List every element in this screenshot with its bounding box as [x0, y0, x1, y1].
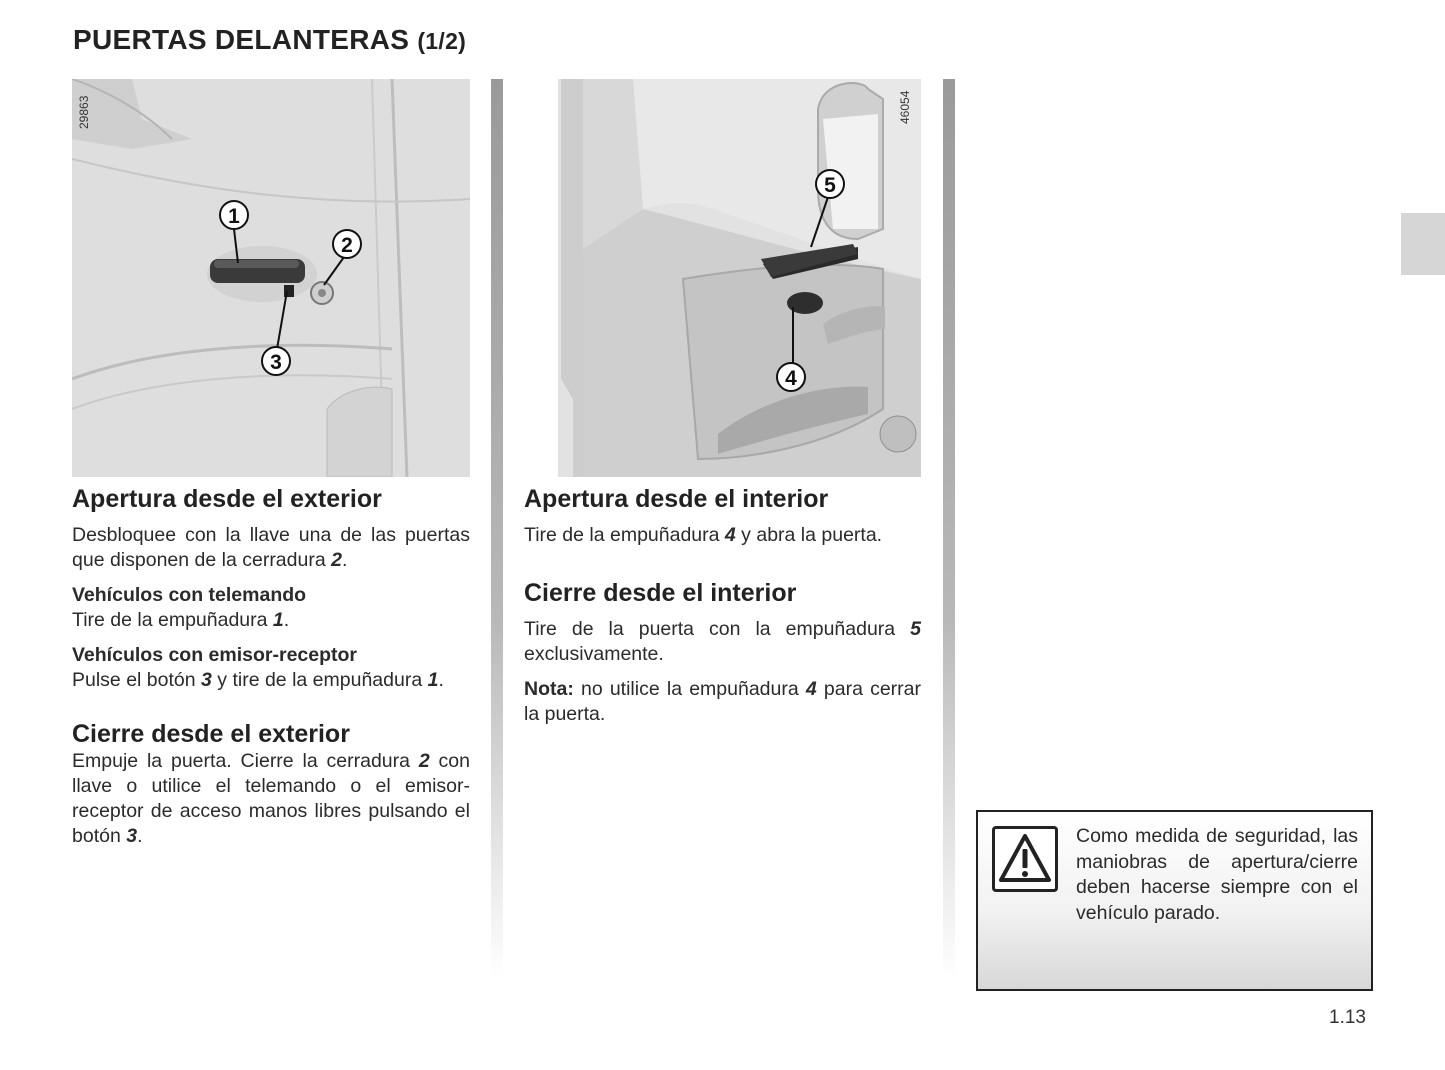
paragraph: Desbloquee con la llave una de las puertas que disponen de la cerradura 2.	[72, 524, 470, 571]
chapter-tab	[1401, 213, 1445, 275]
subheading-emisor-receptor: Vehículos con emisor-receptor	[72, 644, 358, 666]
middle-column	[524, 484, 921, 737]
paragraph: Tire de la empuñadura 4 y abra la puerta.	[524, 524, 883, 546]
paragraph: Empuje la puerta. Cierre la cerradura 2 con llave o utilice el telemando o el emisor-receptor de acceso manos libres pulsando el botón 3.	[72, 750, 470, 847]
warning-text: Como medida de seguridad, las maniobras de apertura/cierre deben hacerse siempre con el vehículo parado.	[1076, 825, 1358, 924]
callout-5: 5	[824, 174, 836, 197]
warning-text-block	[994, 824, 1358, 926]
interior-door-illustration	[523, 79, 921, 477]
paragraph: Nota: no utilice la empuñadura 4 para cerrar la puerta.	[524, 678, 921, 725]
paragraph: Vehículos con telemando Tire de la empuñadura 1.	[72, 583, 470, 633]
heading-open-exterior: Apertura desde el exterior	[72, 485, 382, 513]
heading-close-exterior: Cierre desde el exterior	[72, 720, 350, 748]
page-title-part: (1/2)	[417, 28, 467, 54]
page-number: 1.13	[1329, 1007, 1366, 1028]
paragraph: Tire de la puerta con la empuñadura 5 exclusivamente.	[524, 618, 921, 665]
figure-ref-left: 29863	[77, 95, 91, 129]
paragraph: Vehículos con emisor-receptor Pulse el botón 3 y tire de la empuñadura 1.	[72, 643, 470, 693]
subheading-telemando: Vehículos con telemando	[72, 584, 307, 606]
left-column	[72, 484, 470, 859]
warning-box	[976, 810, 1373, 991]
callout-3: 3	[270, 351, 282, 374]
figure-ref-right: 46054	[898, 90, 912, 124]
callout-1: 1	[228, 205, 240, 228]
page-title	[73, 24, 466, 56]
exterior-door-illustration	[72, 79, 470, 477]
heading-close-interior: Cierre desde el interior	[524, 579, 797, 607]
heading-open-interior: Apertura desde el interior	[524, 485, 829, 513]
column-divider	[491, 79, 503, 979]
callout-4: 4	[785, 367, 797, 390]
callout-2: 2	[341, 234, 353, 257]
page-title-text: PUERTAS DELANTERAS	[73, 24, 410, 55]
column-divider	[943, 79, 955, 979]
